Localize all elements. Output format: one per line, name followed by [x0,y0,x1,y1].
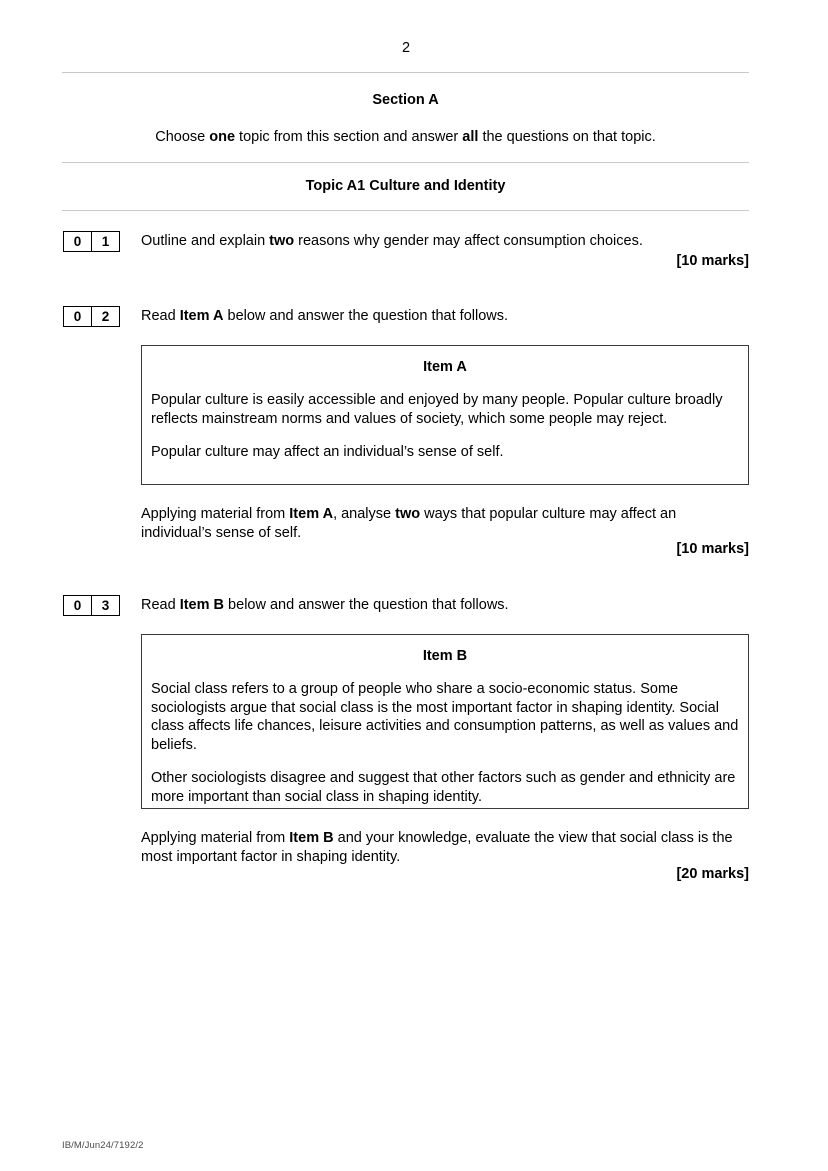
marks-02: [10 marks] [676,541,749,557]
question-number-digit-1: 0 [73,234,82,249]
question-prompt-03 [141,596,749,615]
item-b-paragraph-2: Other sociologists disagree and suggest that other factors such as gender and ethnicity are more important than social class in shaping identity. [151,770,736,805]
topic-heading: Topic A1 Culture and Identity [305,178,506,194]
item-a-title: Item A [423,359,467,375]
question-number-digit-1: 0 [73,309,82,324]
section-heading: Section A [372,92,439,108]
footer-reference-code: IB/M/Jun24/7192/2 [62,1140,144,1151]
question-task-02-pre: Applying material from [141,506,290,522]
question-text-01-pre: Outline and explain [141,233,270,249]
question-task-03 [141,829,749,866]
question-prompt-02-pre: Read [141,308,180,324]
question-text-01-post: reasons why gender may affect consumption choices. [294,233,643,249]
question-task-02-post: ways that popular culture may affect an individual’s sense of self. [141,506,677,541]
question-number-box-03 [63,595,120,616]
question-prompt-02 [141,307,749,326]
question-number-box-02 [63,306,120,327]
section-instruction-emphasis-one: one [209,129,236,145]
question-number-digit-2: 1 [91,232,119,251]
divider-bottom [62,210,749,211]
section-instruction-post: the questions on that topic. [478,129,656,145]
question-task-02-mid: , analyse [333,506,396,522]
question-task-02-item-ref: Item A [289,506,334,522]
marks-01: [10 marks] [676,253,749,269]
question-number-box-01 [63,231,120,252]
question-prompt-03-post: below and answer the question that follows. [224,597,509,613]
section-instruction [62,127,749,147]
question-prompt-03-pre: Read [141,597,180,613]
section-instruction-pre: Choose [155,129,210,145]
page-number: 2 [401,40,411,56]
question-task-02-emphasis: two [395,506,421,522]
divider-top [62,72,749,73]
question-task-03-pre: Applying material from [141,830,290,846]
item-b-title: Item B [422,648,468,664]
divider-mid [62,162,749,163]
item-a-paragraph-2: Popular culture may affect an individual’s sense of self. [151,444,504,460]
item-b-box [141,634,749,809]
question-task-02 [141,505,749,542]
question-text-01 [141,232,749,251]
question-prompt-03-item-ref: Item B [179,597,225,613]
question-task-03-post: and your knowledge, evaluate the view that social class is the most important factor in shaping identity. [141,830,733,865]
marks-03: [20 marks] [676,866,749,882]
item-b-paragraph-1: Social class refers to a group of people who share a socio-economic status. Some sociologists argue that social class is the most important factor in shaping identity. Social class affects life chances, leisure activities and consumption patterns, as well as values and beliefs. [151,681,739,753]
item-a-paragraph-1: Popular culture is easily accessible and enjoyed by many people. Popular culture broadly reflects mainstream norms and values of society, which some people may reject. [151,392,723,427]
question-number-digit-2: 2 [91,307,119,326]
question-task-03-item-ref: Item B [289,830,334,846]
section-instruction-mid: topic from this section and answer [235,129,463,145]
question-text-01-emphasis: two [269,233,295,249]
question-number-digit-2: 3 [91,596,119,615]
section-instruction-emphasis-all: all [462,129,479,145]
question-prompt-02-post: below and answer the question that follows. [223,308,509,324]
item-a-box [141,345,749,485]
question-number-digit-1: 0 [73,598,82,613]
question-prompt-02-item-ref: Item A [179,308,224,324]
